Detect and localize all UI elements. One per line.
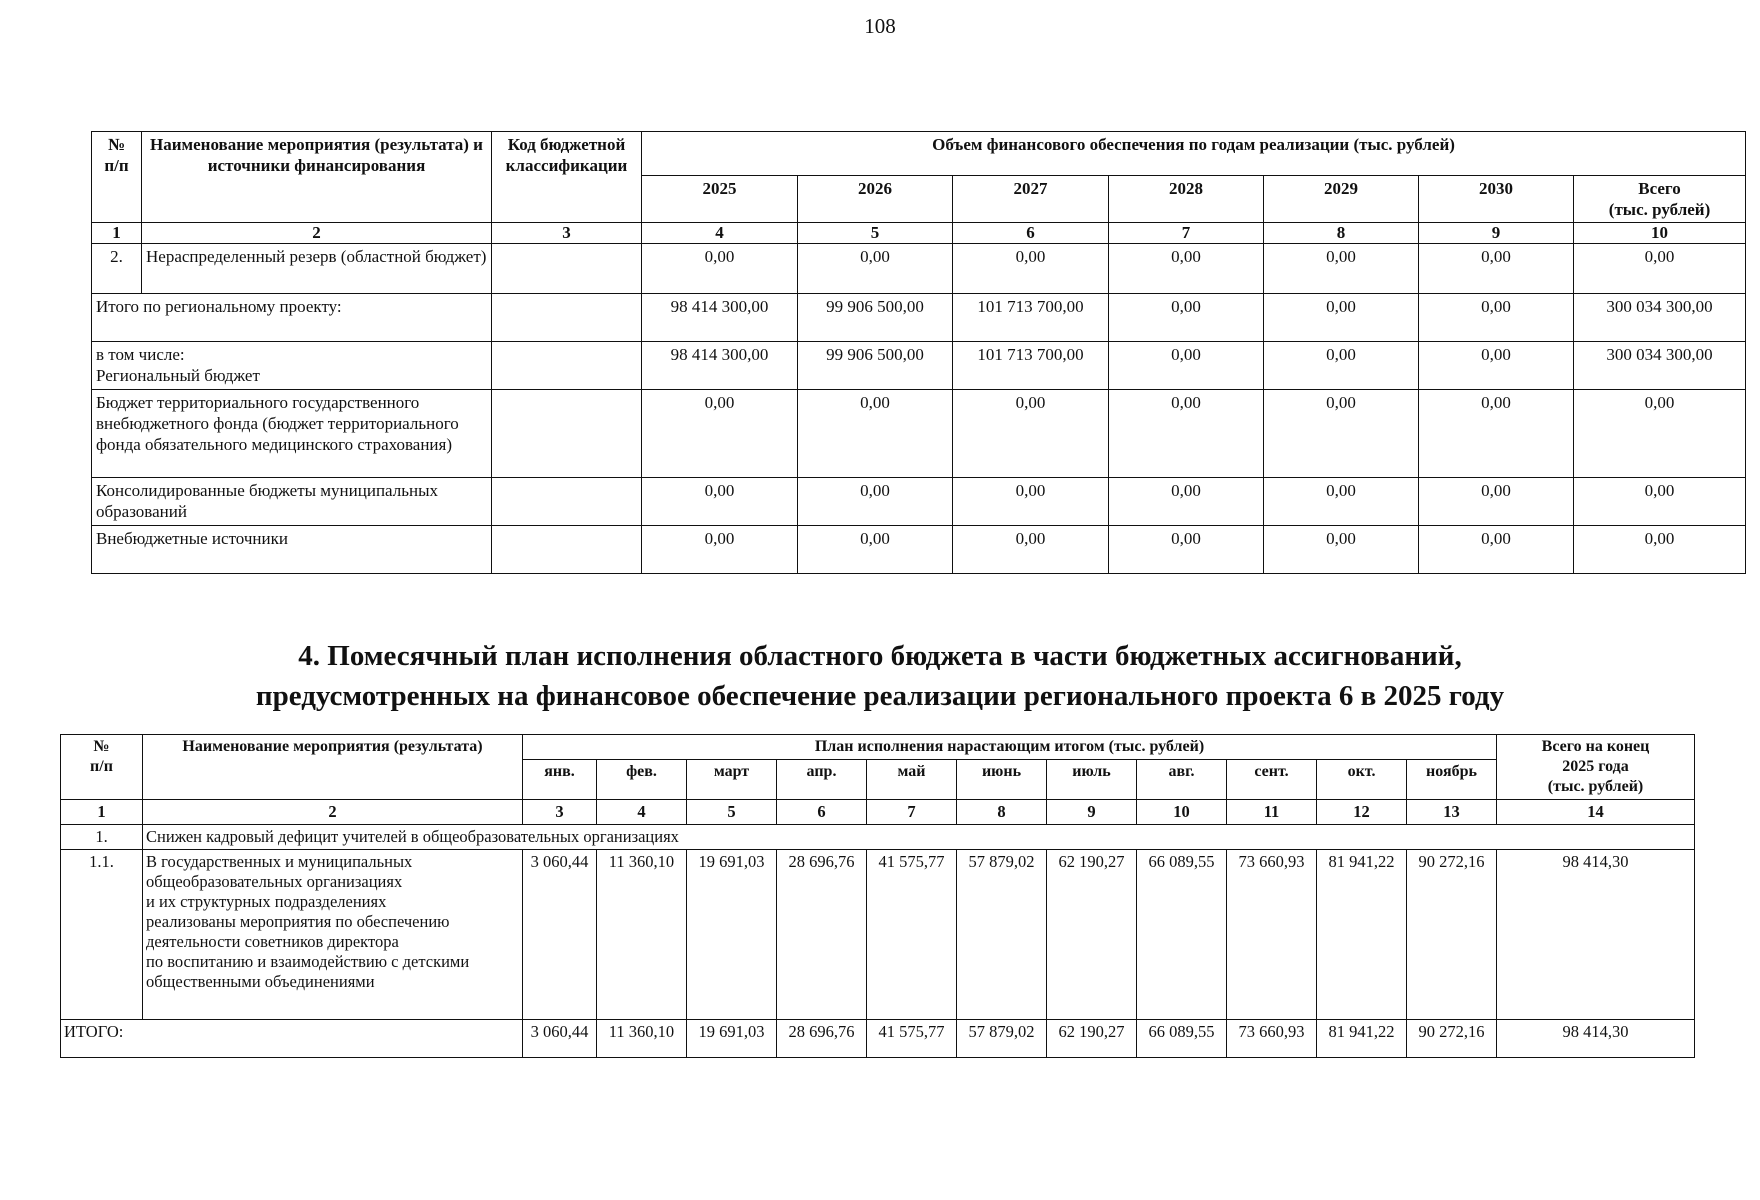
header-year: 2026 (798, 176, 953, 223)
row-name: Бюджет территориального государственного внебюджетного фонда (бюджет территориального фонда обязательного медицинского страхования) (92, 390, 492, 478)
row-value: 0,00 (1419, 342, 1574, 390)
month-value: 57 879,02 (957, 850, 1047, 1020)
col-number: 2 (142, 223, 492, 244)
header-total: Всего на конец 2025 года (тыс. рублей) (1497, 735, 1695, 800)
row-value: 0,00 (642, 244, 798, 294)
col-number: 5 (687, 800, 777, 825)
table-row (92, 342, 1746, 390)
column-number-row (92, 223, 1746, 244)
row-name: Консолидированные бюджеты муниципальных образований (92, 478, 492, 526)
row-value: 98 414 300,00 (642, 294, 798, 342)
total-row (61, 1020, 1695, 1058)
month-value: 62 190,27 (1047, 1020, 1137, 1058)
month-value: 41 575,77 (867, 850, 957, 1020)
header-month: ноябрь (1407, 760, 1497, 800)
table-row (92, 294, 1746, 342)
column-number-row (61, 800, 1695, 825)
row-value: 0,00 (953, 244, 1109, 294)
row-value: 0,00 (1574, 526, 1746, 574)
row-code (492, 342, 642, 390)
row-value: 0,00 (1109, 390, 1264, 478)
col-number: 10 (1574, 223, 1746, 244)
col-number: 3 (492, 223, 642, 244)
row-value: 0,00 (953, 390, 1109, 478)
row-value: 0,00 (642, 526, 798, 574)
row-name: В государственных и муниципальных общеобразовательных организациях и их структурных подразделениях реализованы мероприятия по обеспечению деятельности советников директора по воспитанию и взаимодействию с детскими общественными объединениями (143, 850, 523, 1020)
row-value: 0,00 (1109, 526, 1264, 574)
row-value: 0,00 (1109, 342, 1264, 390)
month-value: 28 696,76 (777, 850, 867, 1020)
row-value: 98 414 300,00 (642, 342, 798, 390)
row-num: 1. (61, 825, 143, 850)
row-value: 0,00 (1419, 478, 1574, 526)
col-number: 9 (1419, 223, 1574, 244)
row-value: 0,00 (1109, 478, 1264, 526)
header-year: 2027 (953, 176, 1109, 223)
year-total-value: 98 414,30 (1497, 850, 1695, 1020)
col-number: 5 (798, 223, 953, 244)
col-number: 6 (777, 800, 867, 825)
row-value: 0,00 (798, 244, 953, 294)
row-value: 101 713 700,00 (953, 294, 1109, 342)
row-code (492, 478, 642, 526)
row-value: 0,00 (798, 526, 953, 574)
row-value: 0,00 (1419, 526, 1574, 574)
table-row (92, 478, 1746, 526)
row-name: Нераспределенный резерв (областной бюджет) (142, 244, 492, 294)
group-row (61, 825, 1695, 850)
header-month: март (687, 760, 777, 800)
month-value: 28 696,76 (777, 1020, 867, 1058)
col-number: 3 (523, 800, 597, 825)
month-value: 11 360,10 (597, 850, 687, 1020)
row-value: 0,00 (1264, 244, 1419, 294)
col-number: 4 (597, 800, 687, 825)
row-value: 0,00 (1574, 390, 1746, 478)
row-code (492, 390, 642, 478)
row-value: 0,00 (1109, 294, 1264, 342)
col-number: 14 (1497, 800, 1695, 825)
col-number: 8 (957, 800, 1047, 825)
row-value: 0,00 (953, 526, 1109, 574)
month-value: 66 089,55 (1137, 850, 1227, 1020)
row-value: 99 906 500,00 (798, 294, 953, 342)
row-value: 0,00 (798, 478, 953, 526)
month-value: 90 272,16 (1407, 1020, 1497, 1058)
month-value: 73 660,93 (1227, 1020, 1317, 1058)
table-row (92, 244, 1746, 294)
row-value: 300 034 300,00 (1574, 294, 1746, 342)
row-num: 2. (92, 244, 142, 294)
row-value: 0,00 (642, 390, 798, 478)
col-number: 1 (61, 800, 143, 825)
col-number: 4 (642, 223, 798, 244)
month-value: 41 575,77 (867, 1020, 957, 1058)
year-total-value: 98 414,30 (1497, 1020, 1695, 1058)
col-number: 11 (1227, 800, 1317, 825)
col-number: 10 (1137, 800, 1227, 825)
row-value: 0,00 (1109, 244, 1264, 294)
row-value: 0,00 (1419, 244, 1574, 294)
row-value: 0,00 (1264, 478, 1419, 526)
header-plan: План исполнения нарастающим итогом (тыс. рублей) (523, 735, 1497, 760)
col-number: 9 (1047, 800, 1137, 825)
col-number: 7 (1109, 223, 1264, 244)
header-num: № п/п (61, 735, 143, 800)
month-value: 3 060,44 (523, 1020, 597, 1058)
header-month: май (867, 760, 957, 800)
section-title-line: предусмотренных на финансовое обеспечение реализации регионального проекта 6 в 2025 году (255, 680, 1505, 712)
row-value: 300 034 300,00 (1574, 342, 1746, 390)
row-value: 0,00 (1264, 390, 1419, 478)
header-month: окт. (1317, 760, 1407, 800)
header-year: 2029 (1264, 176, 1419, 223)
row-value: 99 906 500,00 (798, 342, 953, 390)
header-volume: Объем финансового обеспечения по годам реализации (тыс. рублей) (642, 132, 1746, 176)
row-name: Снижен кадровый дефицит учителей в общеобразовательных организациях (143, 825, 1695, 850)
col-number: 12 (1317, 800, 1407, 825)
header-name: Наименование мероприятия (результата) (143, 735, 523, 800)
header-name: Наименование мероприятия (результата) и источники финансирования (142, 132, 492, 223)
header-code: Код бюджетной классификации (492, 132, 642, 223)
table-row (61, 850, 1695, 1020)
row-code (492, 244, 642, 294)
row-value: 0,00 (1574, 244, 1746, 294)
row-value: 0,00 (953, 478, 1109, 526)
row-num: 1.1. (61, 850, 143, 1020)
header-month: июнь (957, 760, 1047, 800)
header-month: апр. (777, 760, 867, 800)
month-value: 62 190,27 (1047, 850, 1137, 1020)
row-value: 0,00 (1264, 526, 1419, 574)
table-row (92, 526, 1746, 574)
month-value: 57 879,02 (957, 1020, 1047, 1058)
header-year: 2030 (1419, 176, 1574, 223)
month-value: 66 089,55 (1137, 1020, 1227, 1058)
col-number: 6 (953, 223, 1109, 244)
month-value: 81 941,22 (1317, 850, 1407, 1020)
header-month: июль (1047, 760, 1137, 800)
section-title (0, 636, 1760, 716)
row-code (492, 294, 642, 342)
row-value: 0,00 (1419, 294, 1574, 342)
row-value: 0,00 (1264, 294, 1419, 342)
row-name: Внебюджетные источники (92, 526, 492, 574)
col-number: 2 (143, 800, 523, 825)
header-num: № п/п (92, 132, 142, 223)
col-number: 7 (867, 800, 957, 825)
row-code (492, 526, 642, 574)
header-month: янв. (523, 760, 597, 800)
header-month: фев. (597, 760, 687, 800)
monthly-plan-table (60, 734, 1695, 1058)
row-value: 0,00 (1419, 390, 1574, 478)
row-value: 0,00 (1264, 342, 1419, 390)
month-value: 19 691,03 (687, 850, 777, 1020)
row-value: 0,00 (1574, 478, 1746, 526)
row-name: Итого по региональному проекту: (92, 294, 492, 342)
month-value: 11 360,10 (597, 1020, 687, 1058)
month-value: 81 941,22 (1317, 1020, 1407, 1058)
row-name: в том числе: Региональный бюджет (92, 342, 492, 390)
month-value: 3 060,44 (523, 850, 597, 1020)
col-number: 1 (92, 223, 142, 244)
page-number: 108 (864, 14, 896, 38)
month-value: 73 660,93 (1227, 850, 1317, 1020)
row-value: 101 713 700,00 (953, 342, 1109, 390)
row-value: 0,00 (798, 390, 953, 478)
header-year: 2028 (1109, 176, 1264, 223)
section-title-line: 4. Помесячный план исполнения областного бюджета в части бюджетных ассигнований, (298, 640, 1462, 672)
col-number: 8 (1264, 223, 1419, 244)
header-month: авг. (1137, 760, 1227, 800)
header-total: Всего (тыс. рублей) (1574, 176, 1746, 223)
month-value: 90 272,16 (1407, 850, 1497, 1020)
total-label: ИТОГО: (61, 1020, 523, 1058)
header-year: 2025 (642, 176, 798, 223)
header-month: сент. (1227, 760, 1317, 800)
funding-volume-table (91, 131, 1746, 574)
month-value: 19 691,03 (687, 1020, 777, 1058)
col-number: 13 (1407, 800, 1497, 825)
row-value: 0,00 (642, 478, 798, 526)
table-row (92, 390, 1746, 478)
